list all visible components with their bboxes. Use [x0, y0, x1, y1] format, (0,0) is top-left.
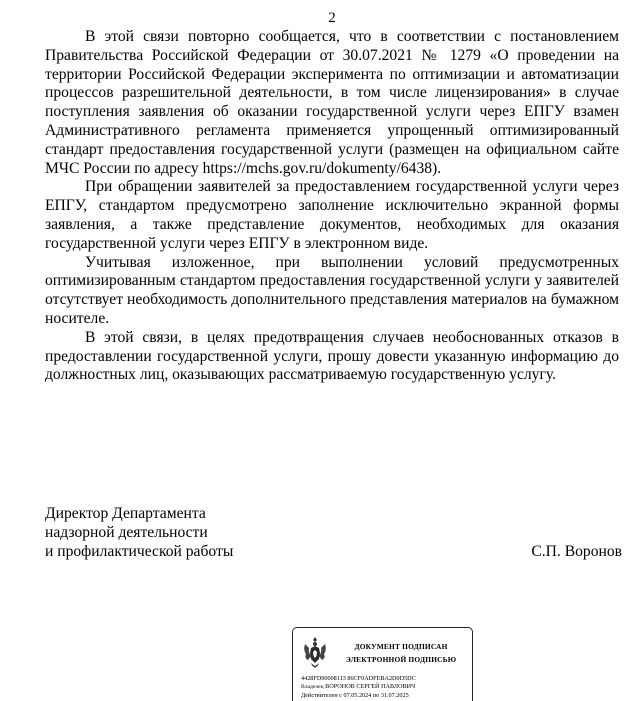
- letter-body: [45, 28, 619, 385]
- signer-title-line-1: Директор Департамента: [45, 505, 206, 522]
- stamp-heading-line-2: ЭЛЕКТРОННОЙ ПОДПИСЬЮ: [345, 655, 457, 664]
- owner-name: ВОРОНОВ СЕРГЕЙ ПАВЛОВИЧ: [325, 683, 416, 691]
- electronic-signature-stamp: [292, 627, 473, 701]
- mchs-emblem-icon: [302, 636, 328, 670]
- signer-title-line-2: надзорной деятельности: [45, 523, 208, 541]
- certificate-number: 4428FD90008113 86CF0ADFEBA2D0D5DC: [301, 675, 416, 682]
- stamp-heading-line-1: ДОКУМЕНТ ПОДПИСАН: [354, 642, 448, 651]
- paragraph-3: Учитывая изложенное, при выполнении условий предусмотренных оптимизированным стандартом предоставления государственной услуги у заявителей отсутствует необходимость дополнительного представления материалов на бумажном носителе.: [45, 253, 619, 327]
- page-number: 2: [328, 10, 336, 26]
- paragraph-1: В этой связи повторно сообщается, что в соответствии с постановлением Правительства Российской Федерации от 30.07.2021 № 1279 «О проведении на территории Российской Федерации эксперимента по оптимизации и автоматизации процессов разрешительной деятельности, в том числе лицензирования» в случае поступления заявления об оказании государственной услуги через ЕПГУ взамен Административного регламента применяется упрощенный оптимизированный стандарт предоставления государственной услуги (размещен на официальном сайте МЧС России по адресу https://mchs.gov.ru/dokumenty/6438).: [45, 28, 619, 177]
- signer-title-line-3: и профилактической работы: [45, 542, 234, 560]
- owner-label: Владелец: [301, 684, 324, 691]
- paragraph-2: При обращении заявителей за предоставлением государственной услуги через ЕПГУ, стандартом предусмотрено заполнение исключительно экранной формы заявления, а также представление документов, необходимых для оказания государственной услуги через ЕПГУ в электронном виде.: [45, 178, 619, 252]
- certificate-owner-row: [301, 683, 416, 691]
- stamp-heading: [331, 640, 471, 666]
- certificate-validity: Действителен с 07.05.2024 по 31.07.2025: [301, 691, 409, 699]
- paragraph-4: В этой связи, в целях предотвращения случаев необоснованных отказов в предоставлении государственной услуги, прошу довести указанную информацию до должностных лиц, оказывающих рассматриваемую государственную услугу.: [45, 328, 619, 384]
- signature-block: [45, 505, 622, 561]
- stamp-details: [301, 675, 416, 700]
- signer-name: С.П. Воронов: [531, 542, 622, 560]
